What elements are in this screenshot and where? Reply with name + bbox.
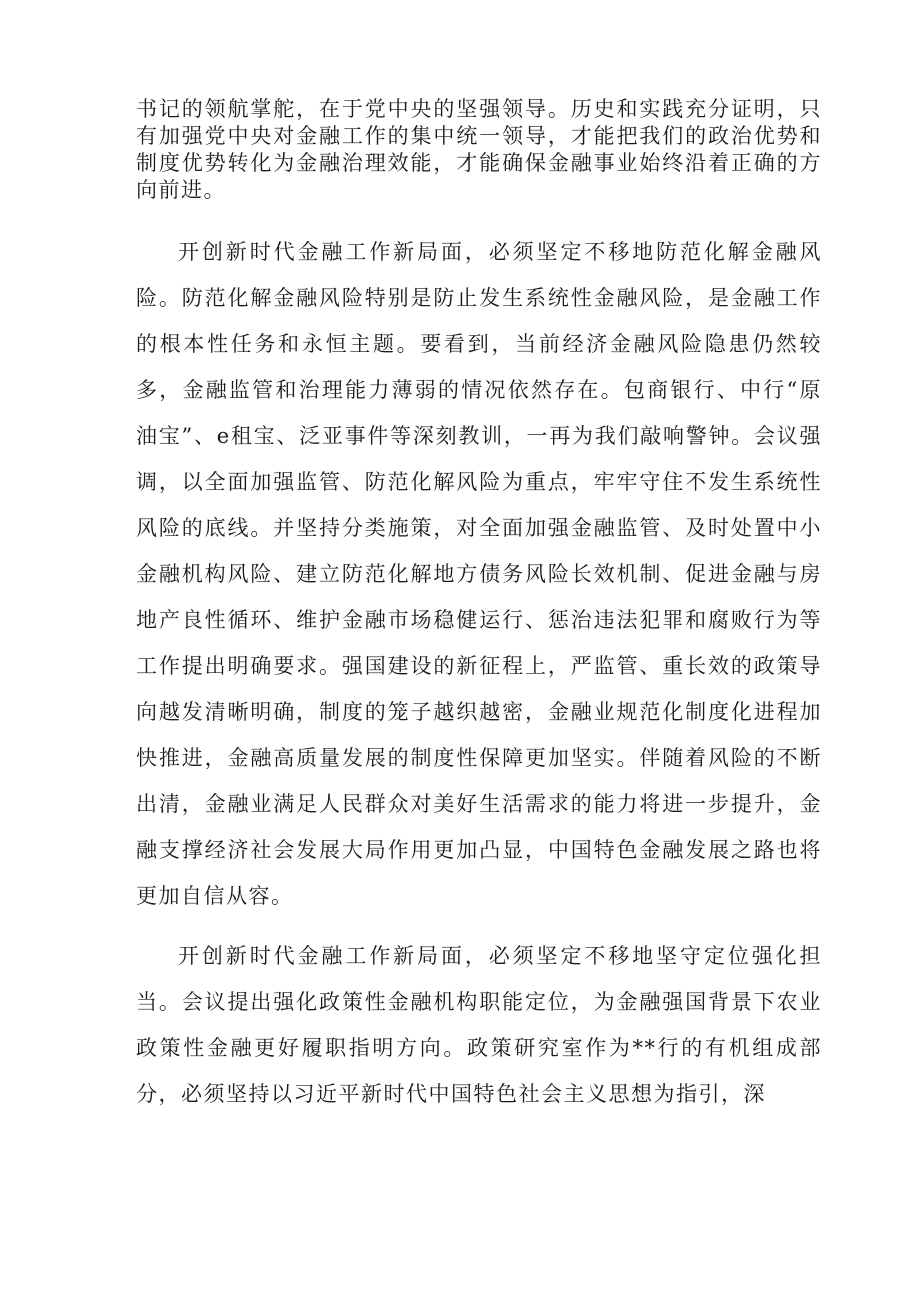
document-body	[136, 96, 822, 1117]
paragraph-leadership: 书记的领航掌舵，在于党中央的坚强领导。历史和实践充分证明，只有加强党中央对金融工作的集中统一领导，才能把我们的政治优势和制度优势转化为金融治理效能，才能确保金融事业始终沿着正确的方向前进。	[136, 97, 822, 202]
paragraph-policy-role: 开创新时代金融工作新局面，必须坚定不移地坚守定位强化担当。会议提出强化政策性金融机构职能定位，为金融强国背景下农业政策性金融更好履职指明方向。政策研究室作为**行的有机组成部分，必须坚持以习近平新时代中国特色社会主义思想为指引，深	[136, 944, 822, 1106]
paragraph-financial-risk: 开创新时代金融工作新局面，必须坚定不移地防范化解金融风险。防范化解金融风险特别是防止发生系统性金融风险，是金融工作的根本性任务和永恒主题。要看到，当前经济金融风险隐患仍然较多，金融监管和治理能力薄弱的情况依然存在。包商银行、中行“原油宝”、e租宝、泛亚事件等深刻教训，一再为我们敲响警钟。会议强调，以全面加强监管、防范化解风险为重点，牢牢守住不发生系统性风险的底线。并坚持分类施策，对全面加强金融监管、及时处置中小金融机构风险、建立防范化解地方债务风险长效机制、促进金融与房地产良性循环、维护金融市场稳健运行、惩治违法犯罪和腐败行为等工作提出明确要求。强国建设的新征程上，严监管、重长效的政策导向越发清晰明确，制度的笼子越织越密，金融业规范化制度化进程加快推进，金融高质量发展的制度性保障更加坚实。伴随着风险的不断出清，金融业满足人民群众对美好生活需求的能力将进一步提升，金融支撑经济社会发展大局作用更加凸显，中国特色金融发展之路也将更加自信从容。	[136, 240, 822, 908]
